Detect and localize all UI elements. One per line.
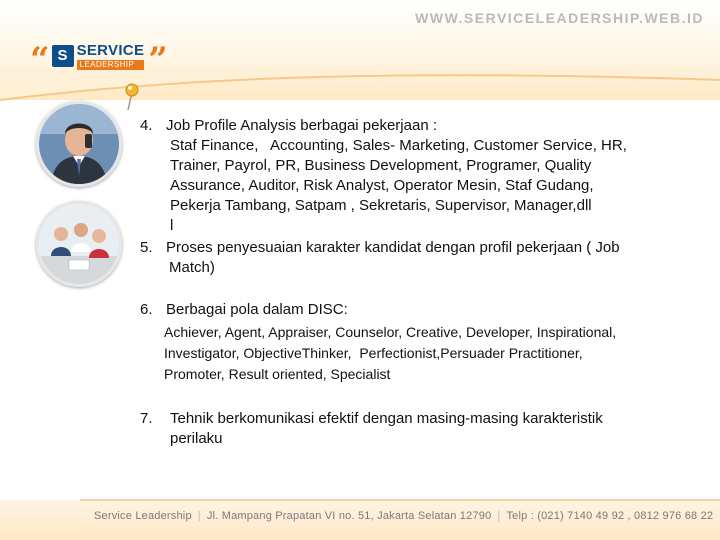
footer-phone: Telp : (021) 7140 49 92 , 0812 976 68 22: [506, 510, 714, 522]
quote-open-icon: “: [30, 40, 50, 80]
list-item-6: [140, 300, 705, 385]
footer-address: Jl. Mampang Prapatan VI no. 51, Jakarta Selatan 12790: [206, 510, 492, 522]
item-detail-line: Assurance, Auditor, Risk Analyst, Operator Mesin, Staf Gudang,: [170, 177, 594, 194]
logo: [30, 32, 170, 80]
item-number: 6.: [140, 301, 153, 318]
list-item-7: [140, 409, 705, 449]
logo-line1: SERVICE: [76, 41, 145, 59]
logo-line2: LEADERSHIP: [77, 60, 145, 70]
item-title: Tehnik berkomunikasi efektif dengan masing-masing karakteristik: [170, 410, 603, 427]
footer-separator: |: [497, 510, 501, 522]
item-number: 4.: [140, 117, 153, 134]
item-detail-line: Trainer, Payrol, PR, Business Development, Programer, Quality: [170, 157, 592, 174]
list-item-5: [140, 238, 705, 278]
footer-divider: [80, 499, 720, 501]
push-pin-icon: [124, 82, 140, 112]
disc-patterns: [140, 322, 705, 385]
item-continuation: Match): [169, 259, 215, 276]
team-meeting: [36, 201, 122, 287]
list-item-4: [140, 116, 705, 236]
businessman-on-phone: [36, 101, 122, 187]
item-continuation: perilaku: [170, 430, 223, 447]
website-url[interactable]: WWW.SERVICELEADERSHIP.WEB.ID: [415, 10, 704, 26]
footer: [94, 510, 714, 522]
item-detail-line: Pekerja Tambang, Satpam , Sekretaris, Supervisor, Manager,dll: [170, 197, 592, 214]
item-title: Berbagai pola dalam DISC:: [166, 301, 348, 318]
item-detail-line: Achiever, Agent, Appraiser, Counselor, Creative, Developer, Inspirational,: [164, 324, 617, 340]
item-detail-line: Promoter, Result oriented, Specialist: [164, 366, 391, 382]
footer-brand: Service Leadership: [94, 510, 192, 522]
logo-text: [77, 43, 145, 70]
footer-separator: |: [197, 510, 201, 522]
item-number: 7.: [140, 410, 153, 427]
item-number: 5.: [140, 239, 153, 256]
item-detail-line: l: [170, 217, 174, 234]
item-detail-line: Staf Finance, Accounting, Sales- Marketing, Customer Service, HR,: [170, 137, 627, 154]
content-list: [140, 116, 705, 449]
item-title: Proses penyesuaian karakter kandidat dengan profil pekerjaan ( Job: [166, 239, 620, 256]
logo-mark: S: [52, 45, 74, 67]
item-title: Job Profile Analysis berbagai pekerjaan :: [166, 117, 437, 134]
item-detail-line: Investigator, ObjectiveThinker, Perfectionist,Persuader Practitioner,: [164, 345, 583, 361]
quote-close-icon: ”: [148, 40, 168, 80]
